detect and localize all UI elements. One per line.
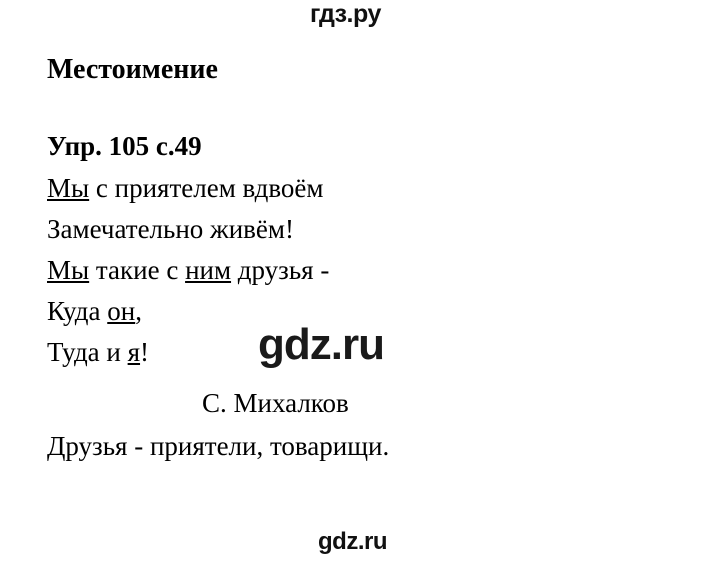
poem-author: С. Михалков bbox=[202, 388, 349, 419]
poem-text: с приятелем вдвоём bbox=[89, 173, 324, 204]
pronoun-underlined: Мы bbox=[47, 173, 90, 204]
poem-text: Замечательно живём! bbox=[47, 214, 294, 245]
site-watermark-center: gdz.ru bbox=[258, 320, 384, 369]
pronoun-underlined: ним bbox=[185, 255, 232, 286]
poem-text: Туда и bbox=[47, 337, 128, 368]
poem-text: , bbox=[135, 296, 142, 327]
pronoun-underlined: Мы bbox=[47, 255, 90, 286]
vocabulary-note: Друзья - приятели, товарищи. bbox=[47, 431, 390, 462]
pronoun-underlined: я bbox=[127, 337, 141, 368]
site-logo-top: гдз.ру bbox=[310, 0, 381, 28]
poem-text: такие с bbox=[89, 255, 186, 286]
document-content bbox=[47, 55, 687, 467]
poem-line bbox=[47, 209, 687, 250]
poem-text: ! bbox=[140, 337, 150, 368]
exercise-title: Упр. 105 с.49 bbox=[47, 130, 202, 161]
poem-line bbox=[47, 250, 687, 291]
site-logo-bottom: gdz.ru bbox=[318, 528, 387, 555]
poem-text: друзья - bbox=[231, 255, 330, 286]
poem-line bbox=[47, 168, 687, 209]
page-title: Местоимение bbox=[47, 54, 218, 85]
pronoun-underlined: он bbox=[107, 296, 136, 327]
poem-text: Куда bbox=[47, 296, 108, 327]
